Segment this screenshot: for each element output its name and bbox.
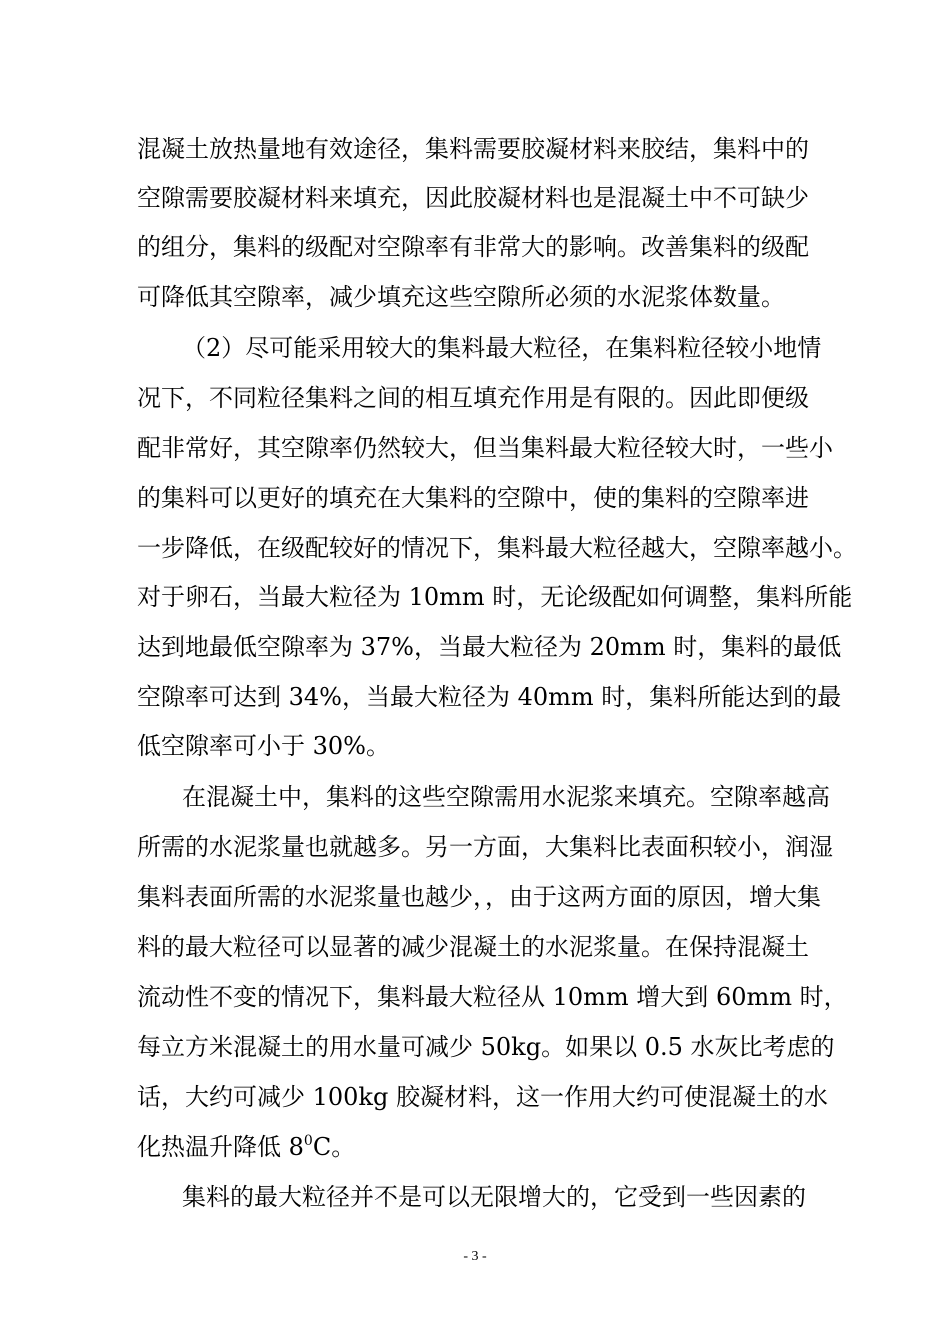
text-line-5: （2）尽可能采用较大的集料最大粒径，在集料粒径较小地情	[182, 334, 822, 362]
text-line-6: 况下，不同粒径集料之间的相互填充作用是有限的。因此即便级	[137, 384, 809, 412]
text-line-8: 的集料可以更好的填充在大集料的空隙中，使的集料的空隙率进	[137, 484, 809, 512]
text-line-3: 的组分，集料的级配对空隙率有非常大的影响。改善集料的级配	[137, 233, 809, 261]
text-line-4: 可降低其空隙率，减少填充这些空隙所必须的水泥浆体数量。	[137, 283, 785, 311]
text-line-11: 达到地最低空隙率为 37%，当最大粒径为 20mm 时，集料的最低	[137, 633, 842, 661]
text-line-21	[137, 1132, 857, 1162]
text-line-9: 一步降低，在级配较好的情况下，集料最大粒径越大，空隙率越小。	[137, 534, 857, 562]
text-line-7: 配非常好，其空隙率仍然较大，但当集料最大粒径较大时，一些小	[137, 434, 833, 462]
text-line-12: 空隙率可达到 34%，当最大粒径为 40mm 时，集料所能达到的最	[137, 683, 842, 711]
text-line-2: 空隙需要胶凝材料来填充，因此胶凝材料也是混凝土中不可缺少	[137, 184, 809, 212]
text-line-1: 混凝土放热量地有效途径，集料需要胶凝材料来胶结，集料中的	[137, 135, 809, 163]
degree-superscript: 0	[303, 1133, 313, 1149]
page-number: - 3 -	[463, 1249, 487, 1264]
text-line-15: 所需的水泥浆量也就越多。另一方面，大集料比表面积较小，润湿	[137, 833, 833, 861]
text-line-13: 低空隙率可小于 30%。	[137, 732, 390, 760]
text-line-18: 流动性不变的情况下，集料最大粒径从 10mm 增大到 60mm 时，	[137, 983, 848, 1011]
text-line-20: 话，大约可减少 100kg 胶凝材料，这一作用大约可使混凝土的水	[137, 1083, 828, 1111]
text-line-21-main: 化热温升降低 8	[137, 1133, 304, 1161]
text-line-17: 料的最大粒径可以显著的减少混凝土的水泥浆量。在保持混凝土	[137, 933, 809, 961]
text-line-16: 集料表面所需的水泥浆量也越少，，由于这两方面的原因，增大集	[137, 883, 821, 911]
text-line-10: 对于卵石，当最大粒径为 10mm 时，无论级配如何调整，集料所能	[137, 583, 853, 611]
text-line-22: 集料的最大粒径并不是可以无限增大的，它受到一些因素的	[182, 1183, 806, 1211]
text-line-14: 在混凝土中，集料的这些空隙需用水泥浆来填充。空隙率越高	[182, 783, 830, 811]
text-line-19: 每立方米混凝土的用水量可减少 50kg。如果以 0.5 水灰比考虑的	[137, 1033, 835, 1061]
text-line-21-tail: C。	[312, 1133, 356, 1161]
